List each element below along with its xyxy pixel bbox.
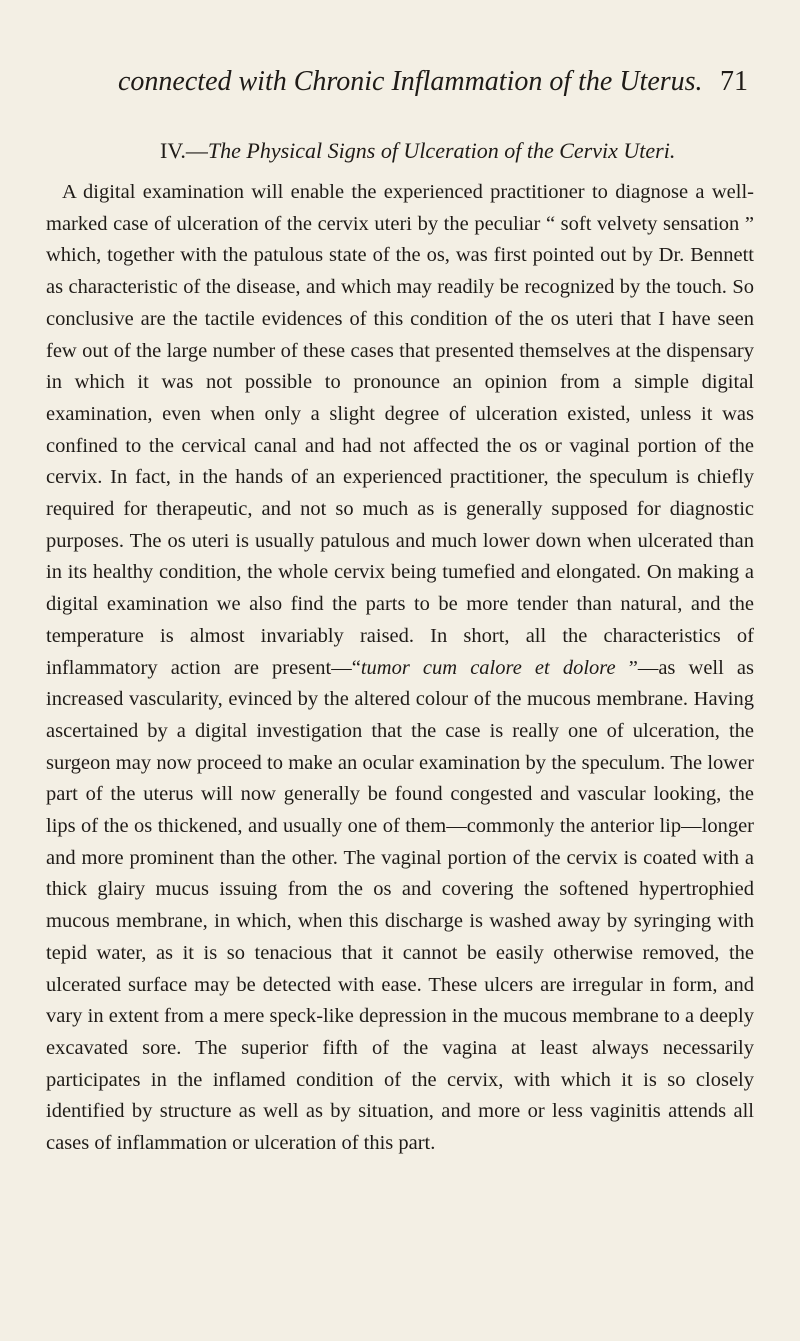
section-heading (160, 138, 675, 164)
section-title: The Physical Signs of Ulceration of the Cervix Uteri. (207, 138, 676, 163)
running-head (118, 66, 748, 100)
paragraph-text-part2: ”—as well as increased vascularity, evinced by the altered colour of the mucous membrane. Having ascertained by a digital investigation that the case is really one of ulceration, the surgeon may now proceed to make an ocular examination by the speculum. The lower part of the uterus will now generally be found congested and vascular looking, the lips of the os thickened, and usually one of them—commonly the anterior lip—longer and more prominent than the other. The vaginal portion of the cervix is coated with a thick glairy mucus issuing from the os and covering the softened hypertrophied mucous membrane, in which, when this discharge is washed away by syringing with tepid water, as it is so tenacious that it cannot be easily otherwise removed, the ulcerated surface may be detected with ease. These ulcers are irregular in form, and vary in extent from a mere speck-like depression in the mucous membrane to a deeply excavated sore. The superior fifth of the vagina at least always necessarily participates in the inflamed condition of the cervix, with which it is so closely identified by structure as well as by situation, and more or less vaginitis attends all cases of inflammation or ulceration of this part. (46, 656, 754, 1155)
section-numeral: IV.— (160, 138, 208, 163)
paragraph-text-part1: A digital examination will enable the experienced practitioner to diagnose a well-marked case of ulceration of the cervix uteri by the peculiar “ soft velvety sensation ” which, together with the patulous state of the os, was first pointed out by Dr. Bennett as characteristic of the disease, and which may readily be recognized by the touch. So conclusive are the tactile evidences of this condition of the os uteri that I have seen few out of the large number of these cases that presented themselves at the dispensary in which it was not possible to pronounce an opinion from a simple digital examination, even when only a slight degree of ulceration existed, unless it was confined to the cervical canal and had not affected the os or vaginal portion of the cervix. In fact, in the hands of an experienced practitioner, the speculum is chiefly required for therapeutic, and not so much as is generally supposed for diagnostic purposes. The os uteri is usually patulous and much lower down when ulcerated than in its healthy condition, the whole cervix being tumefied and elongated. On making a digital examination we also find the parts to be more tender than natural, and the temperature is almost invariably raised. In short, all the characteristics of inflammatory action are present—“ (46, 181, 754, 679)
page-number: 71 (720, 66, 748, 97)
body-paragraph (46, 177, 754, 1160)
latin-phrase: tumor cum calore et dolore (360, 656, 616, 679)
running-title: connected with Chronic Inflammation of the Uterus. (118, 66, 703, 97)
